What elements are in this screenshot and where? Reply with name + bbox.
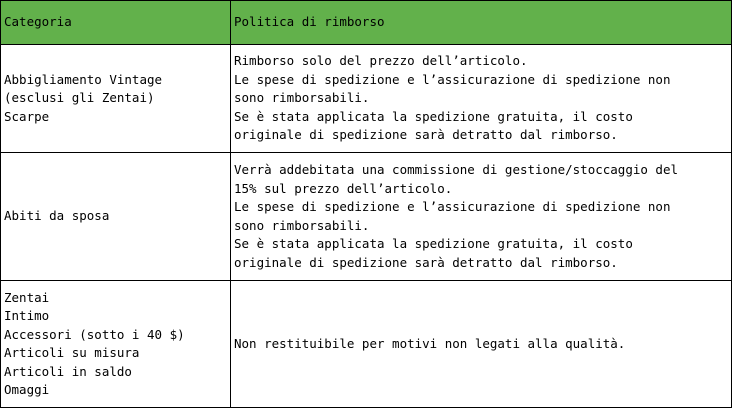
category-line: (esclusi gli Zentai) <box>4 90 155 106</box>
category-line: Zentai <box>4 289 50 305</box>
category-line: Accessori (sotto i 40 $) <box>4 326 185 342</box>
category-line: Scarpe <box>4 108 50 124</box>
policy-line: Le spese di spedizione e l’assicurazione di spedizione non <box>234 199 671 214</box>
category-line: Abiti da sposa <box>4 208 110 224</box>
category-cell <box>1 281 231 408</box>
policy-cell <box>231 45 732 153</box>
category-line: Abbigliamento Vintage <box>4 71 163 87</box>
policy-line: Le spese di spedizione e l’assicurazione di spedizione non <box>234 71 671 87</box>
header-category: Categoria <box>1 1 231 45</box>
policy-line: originale di spedizione sarà detratto dal rimborso. <box>234 254 618 270</box>
policy-line: originale di spedizione sarà detratto dal rimborso. <box>234 127 618 143</box>
table-row <box>1 45 732 153</box>
category-line: Intimo <box>4 308 50 323</box>
policy-line: Non restituibile per motivi non legati alla qualità. <box>234 335 626 351</box>
policy-line: Rimborso solo del prezzo dell’articolo. <box>234 53 528 69</box>
policy-line: Se è stata applicata la spedizione gratuita, il costo <box>234 236 633 251</box>
policy-line: 15% sul prezzo dell’articolo. <box>234 180 453 196</box>
table-row <box>1 153 732 281</box>
category-line: Articoli in saldo <box>4 363 132 379</box>
policy-line: sono rimborsabili. <box>234 90 370 106</box>
policy-cell <box>231 281 732 408</box>
policy-line: Verrà addebitata una commissione di gestione/stoccaggio del <box>234 162 679 177</box>
table-row <box>1 281 732 408</box>
category-line: Articoli su misura <box>4 345 140 360</box>
policy-line: sono rimborsabili. <box>234 217 370 233</box>
category-cell <box>1 45 231 153</box>
header-refund-policy: Politica di rimborso <box>231 1 732 45</box>
category-line: Omaggi <box>4 382 50 397</box>
policy-line: Se è stata applicata la spedizione gratuita, il costo <box>234 108 633 124</box>
policy-cell <box>231 153 732 281</box>
table-header-row <box>1 1 732 45</box>
category-cell <box>1 153 231 281</box>
